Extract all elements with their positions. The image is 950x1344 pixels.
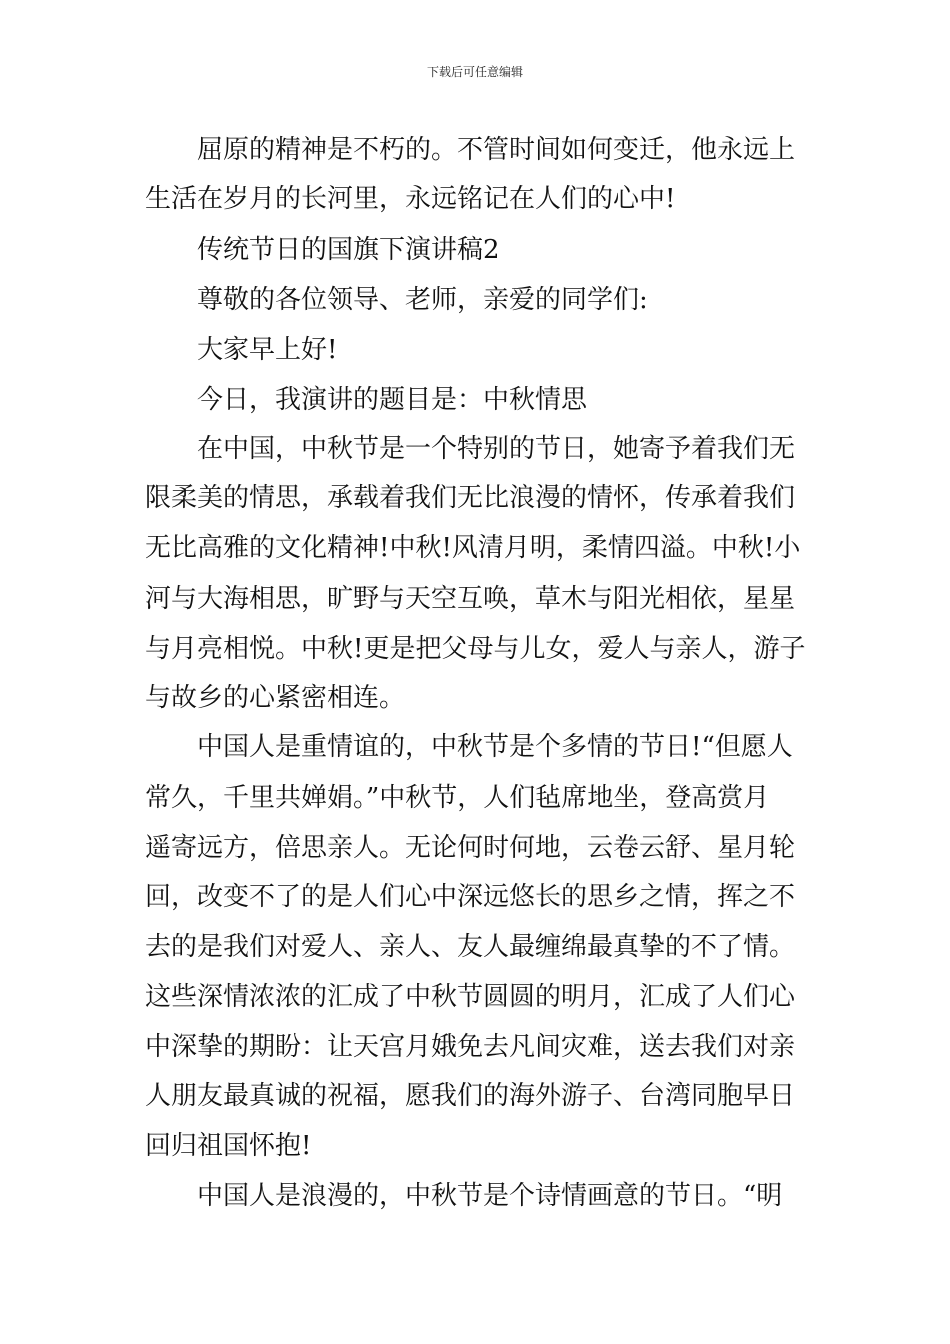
text-line: 这些深情浓浓的汇成了中秋节圆圆的明月，汇成了人们心 bbox=[145, 982, 796, 1012]
text-line: 人朋友最真诚的祝福，愿我们的海外游子、台湾同胞早日 bbox=[145, 1081, 796, 1111]
text-line: 与故乡的心紧密相连。 bbox=[145, 683, 406, 713]
text-line: 河与大海相思，旷野与天空互唤，草木与阳光相依，星星 bbox=[145, 584, 796, 614]
text-line: 在中国，中秋节是一个特别的节日，她寄予着我们无 bbox=[197, 434, 796, 464]
page-header: 下载后可任意编辑 bbox=[426, 65, 523, 79]
text-line: 遥寄远方，倍思亲人。无论何时何地，云卷云舒、星月轮 bbox=[145, 833, 796, 863]
text-line: 中国人是重情谊的，中秋节是个多情的节日!“但愿人 bbox=[197, 732, 793, 762]
text-line: 中国人是浪漫的，中秋节是个诗情画意的节日。“明 bbox=[197, 1181, 783, 1211]
text-line: 生活在岁月的长河里，永远铭记在人们的心中! bbox=[145, 184, 676, 214]
section-title: 传统节日的国旗下演讲稿2 bbox=[197, 235, 500, 265]
text-line: 回，改变不了的是人们心中深远悠长的思乡之情，挥之不 bbox=[145, 882, 796, 912]
text-line: 限柔美的情思，承载着我们无比浪漫的情怀，传承着我们 bbox=[145, 483, 796, 513]
text-line: 中深挚的期盼：让天宫月娥免去凡间灾难，送去我们对亲 bbox=[145, 1032, 796, 1062]
text-line: 与月亮相悦。中秋!更是把父母与儿女，爱人与亲人，游子 bbox=[145, 634, 806, 664]
text-line: 回归祖国怀抱! bbox=[145, 1131, 312, 1161]
text-line: 无比高雅的文化精神!中秋!风清月明，柔情四溢。中秋!小 bbox=[145, 533, 801, 563]
text-line: 尊敬的各位领导、老师，亲爱的同学们: bbox=[197, 285, 648, 315]
text-line: 去的是我们对爱人、亲人、友人最缠绵最真挚的不了情。 bbox=[145, 932, 796, 962]
text-line: 今日，我演讲的题目是：中秋情思 bbox=[197, 385, 588, 415]
text-line: 屈原的精神是不朽的。不管时间如何变迁，他永远上 bbox=[197, 135, 796, 165]
text-line: 常久，千里共婵娟。”中秋节，人们毡席地坐，登高赏月 bbox=[145, 783, 770, 813]
text-line: 大家早上好! bbox=[197, 335, 338, 365]
